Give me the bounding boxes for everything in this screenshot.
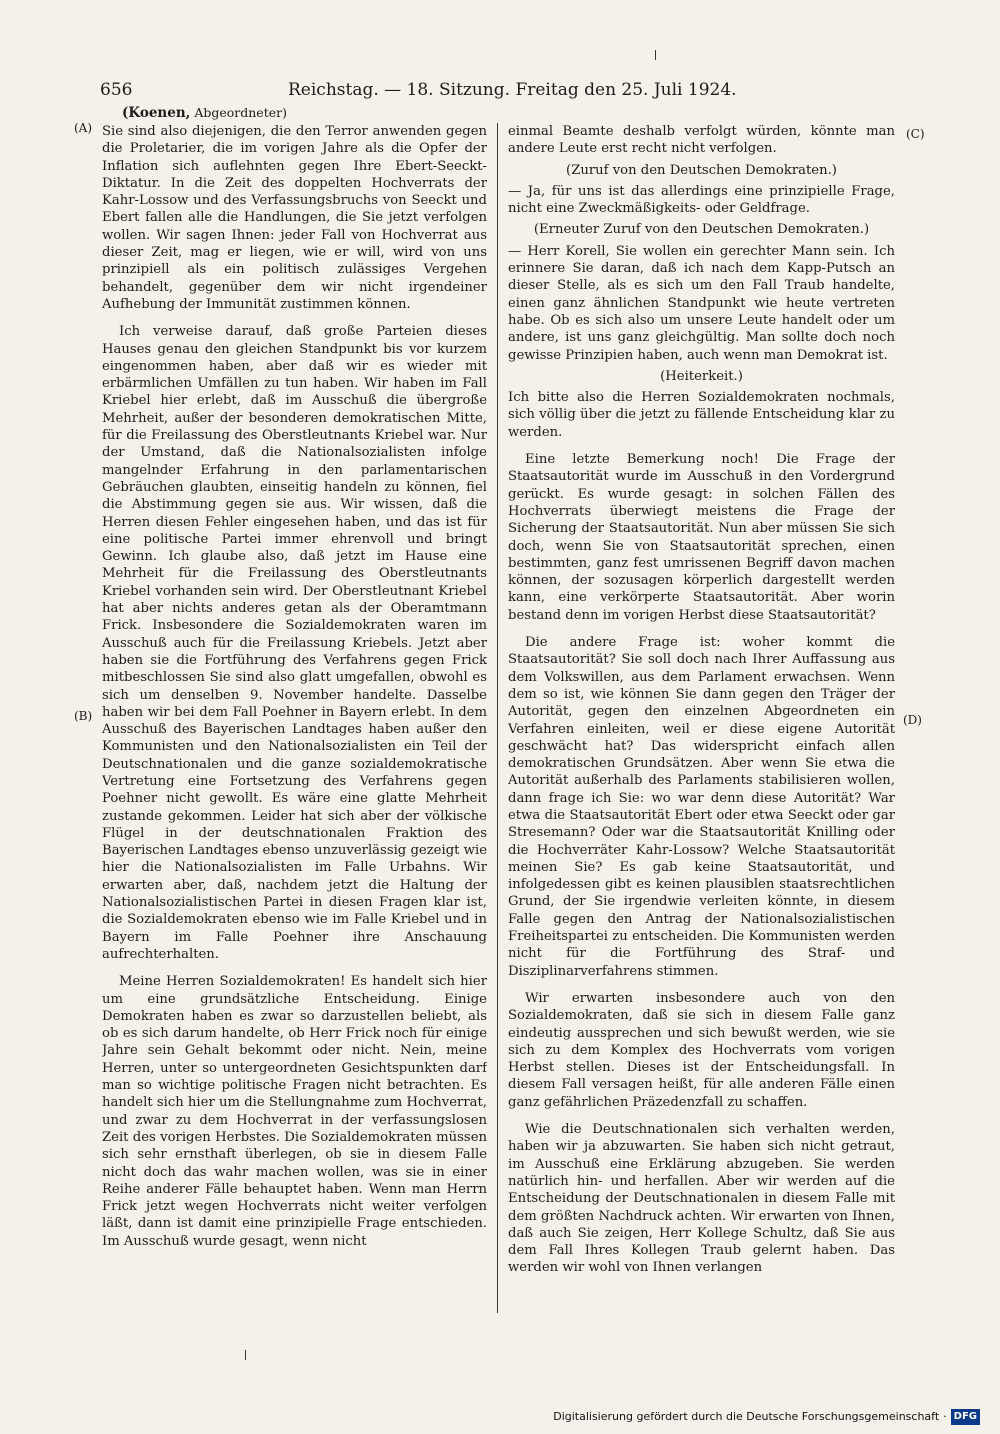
right-column [508, 123, 895, 1313]
interjection: (Heiterkeit.) [660, 368, 743, 384]
bottom-tick-mark [245, 1350, 246, 1360]
paragraph: Eine letzte Bemerkung noch! Die Frage der Staatsautorität wurde im Ausschuß in den Vordergrund gerückt. Es wurde gesagt: in solchen Fällen des Hochverrats überwiegt meistens die Frage der Sicherung der Staatsautorität. Nun aber müssen Sie sich doch, wenn Sie von Staatsautorität sprechen, einen bestimmten, ganz fest umrissenen Begriff davon machen können, der sozusagen körperlich dargestellt werden kann, eine verkörperte Staatsautorität. Aber worin bestand denn im vorigen Herbst diese Staatsautorität? [508, 452, 895, 623]
margin-mark-c: (C) [906, 127, 925, 141]
paragraph: einmal Beamte deshalb verfolgt würden, könnte man andere Leute erst recht nicht verfolgen. [508, 124, 895, 157]
footer-text: Digitalisierung gefördert durch die Deutsche Forschungsgemeinschaft [553, 1410, 940, 1423]
margin-mark-a: (A) [74, 121, 93, 135]
speaker-name: (Koenen, [122, 105, 191, 121]
paragraph: Meine Herren Sozialdemokraten! Es handelt sich hier um eine grundsätzliche Entscheidung. Einige Demokraten haben es zwar so darzustellen beliebt, als ob es sich darum handelte, ob Herr Frick noch für einige Jahre sein Gehalt bekommt oder nicht. Nein, meine Herren, unter so untergeordneten Gesichtspunkten darf man so wichtige politische Fragen nicht betrachten. Es handelt sich hier um die Stellungnahme zum Hochverrat, und zwar zu dem Hochverrat in der verfassungslosen Zeit des vorigen Herbstes. Die Sozialdemokraten müssen sich sehr ernsthaft überlegen, ob sie in diesem Falle nicht doch das wahr machen wollen, was sie in einer Reihe anderer Fälle behauptet haben. Wenn man Herrn Frick jetzt wegen Hochverrats nicht weiter verfolgen läßt, dann ist damit eine prinzipielle Frage entschieden. Im Ausschuß wurde gesagt, wenn nicht [102, 974, 487, 1249]
digitization-footer [553, 1408, 980, 1426]
interjection: (Erneuter Zuruf von den Deutschen Demokraten.) [533, 222, 870, 238]
dfg-logo-icon: DFG [951, 1409, 980, 1425]
page-number: 656 [100, 80, 133, 100]
paragraph: Die andere Frage ist: woher kommt die Staatsautorität? Sie soll doch nach Ihrer Auffassung aus dem Volkswillen, aus dem Parlament erwachsen. Wenn dem so ist, wie können Sie dann gegen den Träger der Autorität, gegen den einzelnen Abgeordneten ein Verfahren einleiten, weil er diese eigene Autorität geschwächt hat? Das widerspricht einfach allen demokratischen Grundsätzen. Aber wenn Sie etwa die Autorität außerhalb des Parlaments stabilisieren wollen, dann frage ich Sie: wo war denn diese Autorität? War etwa die Staatsautorität Ebert oder etwa Seeckt oder gar Stresemann? Oder war die Staatsautorität Knilling oder die Hochverräter Kahr-Lossow? Welche Staatsautorität meinen Sie? Es gab keine Staatsautorität, und infolgedessen gibt es keinen plausiblen staatsrechtlichen Grund, der Sie irgendwie verleiten könnte, in diesem Falle gegen den Antrag der Nationalsozialistischen Freiheitspartei zu entscheiden. Die Kommunisten werden nicht für die Fortführung des Straf- und Disziplinarverfahrens stimmen. [508, 635, 895, 979]
speaker-role: Abgeordneter) [194, 105, 287, 120]
paragraph: Sie sind also diejenigen, die den Terror anwenden gegen die Proletarier, die im vorigen Jahre als die Opfer der Inflation sich auflehnten gegen Ihre Ebert-Seeckt-Diktatur. In die Zeit des doppelten Hochverrats der Kahr-Lossow und des Verfassungsbruchs von Seeckt und Ebert fallen alle die Handlungen, die Sie jetzt verfolgen wollen. Wir sagen Ihnen: jeder Fall von Hochverrat aus dieser Zeit, mag er liegen, wie er will, wird von uns prinzipiell als ein politisch zulässiges Vergehen behandelt, gegenüber dem wir nicht irgendeiner Aufhebung der Immunität zustimmen können. [102, 124, 487, 312]
margin-mark-b: (B) [74, 709, 93, 723]
speaker-line [122, 106, 287, 120]
paragraph: Wie die Deutschnationalen sich verhalten werden, haben wir ja abzuwarten. Sie haben sich nicht getraut, im Ausschuß eine Erklärung abzugeben. Sie werden natürlich hin- und herfallen. Aber wir werden auf die Entscheidung der Deutschnationalen in diesem Falle mit dem größten Nachdruck achten. Wir erwarten von Ihnen, daß auch Sie zeigen, Herr Kollege Schultz, daß Sie aus dem Fall Ihres Kollegen Traub gelernt haben. Das werden wir wohl von Ihnen verlangen [508, 1122, 895, 1276]
paragraph: Ich bitte also die Herren Sozialdemokraten nochmals, sich völlig über die jetzt zu fällende Entscheidung klar zu werden. [508, 390, 895, 440]
top-tick-mark [655, 50, 656, 60]
paragraph: — Ja, für uns ist das allerdings eine prinzipielle Frage, nicht eine Zweckmäßigkeits- oder Geldfrage. [508, 183, 895, 217]
paragraph: — Herr Korell, Sie wollen ein gerechter Mann sein. Ich erinnere Sie daran, daß ich nach dem Kapp-Putsch an dieser Stelle, als es sich um den Fall Traub handelte, einen ganz ähnlichen Standpunkt wie heute vertreten habe. Ob es sich also um unsere Leute handelt oder um andere, ist uns ganz gleichgültig. Man sollte doch noch gewisse Prinzipien haben, auch wenn man Demokrat ist. [508, 243, 895, 363]
margin-mark-d: (D) [903, 713, 922, 727]
page-header [100, 78, 737, 102]
paragraph: Ich verweise darauf, daß große Parteien dieses Hauses genau den gleichen Standpunkt bis vor kurzem eingenommen haben, aber daß wir es wieder mit erbärmlichen Umfällen zu tun haben. Wir haben im Fall Kriebel hier erlebt, daß im Ausschuß die übergroße Mehrheit, außer der besonderen demokratischen Mitte, für die Freilassung des Oberstleutnants Kriebel war. Nur der Umstand, daß die Nationalsozialisten infolge mangelnder Erfahrung in den parlamentarischen Gebräuchen glaubten, einseitig handeln zu können, fiel die Abstimmung gegen sie aus. Wir wissen, daß die Herren diesen Fehler eingesehen haben, und das ist für eine politische Partei immer ehrenvoll und bringt Gewinn. Ich glaube also, daß jetzt im Hause eine Mehrheit für die Freilassung des Oberstleutnants Kriebel vorhanden sein wird. Der Oberstleutnant Kriebel hat aber nichts anderes getan als der Oberamtmann Frick. Insbesondere die Sozialdemokraten waren im Ausschuß auch für die Freilassung Kriebels. Jetzt aber haben sie die Fortführung des Verfahrens gegen Frick mitbeschlossen Sie sind also glatt umgefallen, obwohl es sich um denselben 9. November handelte. Dasselbe haben wir bei dem Fall Poehner in Bayern erlebt. In dem Ausschuß des Bayerischen Landtages haben außer den Kommunisten und den Nationalsozialisten ein Teil der Deutschnationalen und die ganze sozialdemokratische Vertretung eine Fortsetzung des Verfahrens gegen Poehner nicht gewollt. Es wäre eine glatte Mehrheit zustande gekommen. Leider hat sich aber der völkische Flügel in der deutschnationalen Fraktion des Bayerischen Landtages ebenso unzuverlässig gezeigt wie hier die Nationalsozialisten im Falle Urbahns. Wir erwarten aber, daß, nachdem jetzt die Haltung der Nationalsozialistischen Partei in diesen Fragen klar ist, die Sozialdemokraten ebenso wie im Falle Kriebel und in Bayern im Falle Poehner ihre Anschauung aufrechterhalten. [102, 324, 487, 962]
running-title: Reichstag. — 18. Sitzung. Freitag den 25. Juli 1924. [288, 80, 737, 100]
paragraph: Wir erwarten insbesondere auch von den Sozialdemokraten, daß sie sich in diesem Falle ganz eindeutig aussprechen und sich bewußt werden, wie sie sich zu dem Komplex des Hochverrats vom vorigen Herbst stellen. Dieses ist der Entscheidungsfall. In diesem Fall versagen heißt, für alle anderen Fälle einen ganz gefährlichen Präzedenzfall zu schaffen. [508, 990, 895, 1110]
footer-bullet: · [943, 1410, 947, 1423]
interjection: (Zuruf von den Deutschen Demokraten.) [566, 162, 837, 178]
left-column [102, 123, 487, 1313]
column-divider [497, 123, 498, 1313]
